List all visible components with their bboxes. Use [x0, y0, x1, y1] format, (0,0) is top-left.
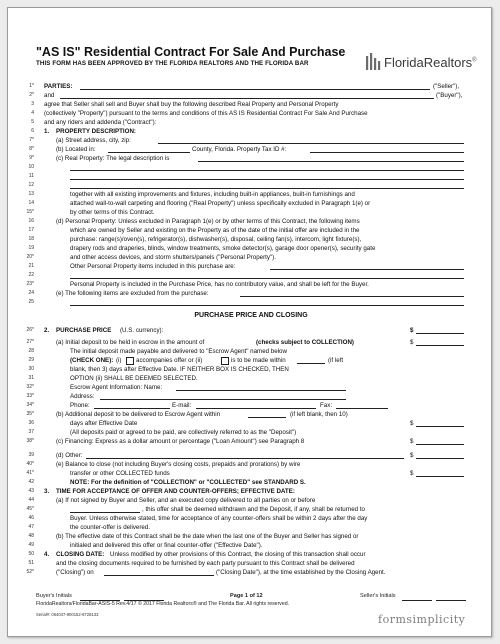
line-financing — [8, 437, 491, 446]
line-number: 13 — [28, 191, 34, 197]
contract-page — [7, 7, 492, 637]
days-within-field[interactable] — [297, 357, 325, 364]
florida-realtors-logo — [364, 51, 484, 75]
section-number: 4. — [44, 551, 50, 558]
balance-field[interactable] — [416, 470, 464, 477]
text-line: Buyer. Unless otherwise stated, time for acceptance of any counter-offers shall be within 2 days after the day — [70, 515, 368, 522]
line-49 — [8, 541, 491, 550]
county-field[interactable] — [108, 146, 190, 153]
line-number: 48 — [28, 533, 34, 539]
text-line: which are owned by Seller and existing on the Property as of the date of the initial offer are included in the — [70, 227, 360, 234]
line-number: 27* — [26, 339, 34, 345]
line-5 — [8, 118, 491, 127]
line-number: 19 — [28, 245, 34, 251]
line-26 — [8, 280, 491, 289]
fax-field[interactable] — [336, 402, 388, 409]
line-number: 40* — [26, 461, 34, 467]
purchase-price-heading: PURCHASE PRICE AND CLOSING — [194, 312, 308, 319]
dollar-sign: $ — [410, 339, 414, 346]
line-buyer — [8, 91, 491, 100]
if-left-label: (if left — [328, 357, 344, 364]
check-one-label: (CHECK ONE): — [70, 357, 114, 364]
text-line: (a) If not signed by Buyer and Seller, and an executed copy delivered to all parties on or before — [56, 497, 316, 504]
line-number: 26* — [26, 327, 34, 333]
dollar-sign: $ — [410, 438, 414, 445]
dollar-sign: $ — [410, 470, 414, 477]
line-number: 34* — [26, 402, 34, 408]
line-number: 23* — [26, 281, 34, 287]
text-line: drapery rods and draperies, blinds, window treatments, smoke detector(s), garage door opener(s), security gate — [70, 245, 376, 252]
line-number: 45* — [26, 506, 34, 512]
other-personal-property-field[interactable] — [270, 263, 464, 270]
line-number: 3 — [31, 101, 34, 107]
line-number: 50 — [28, 551, 34, 557]
text-line: by other terms of this Contract. — [70, 209, 155, 216]
line-note — [8, 478, 491, 487]
line-8 — [8, 145, 491, 154]
additional-days-field[interactable] — [248, 411, 286, 418]
formsimplicity-watermark: formsimplicity — [378, 613, 466, 626]
line-number: 28 — [28, 348, 34, 354]
text-line: and the closing documents required to be furnished by each party pursuant to this Contract shall be delivered — [56, 560, 355, 567]
line-21 — [8, 235, 491, 244]
text-line: blank, then 3) days after Effective Date. IF NEITHER BOX IS CHECKED, THEN — [70, 366, 289, 373]
house-icon — [364, 52, 382, 72]
line-22 — [8, 244, 491, 253]
line-number: 38* — [26, 438, 34, 444]
line-purchase-price — [8, 326, 491, 335]
line-number: 4 — [31, 110, 34, 116]
line-number: 8* — [29, 146, 34, 152]
buyer-initials-label: Buyer's Initials — [36, 593, 72, 599]
line-17 — [8, 199, 491, 208]
line-initial-deposit — [8, 338, 491, 347]
line-number: 1* — [29, 83, 34, 89]
form-id: FloridaRealtors/FloridaBar-ASIS-5 Rev.4/17 © 2017 Florida Realtors® and The Florida Bar. All rights reserved. — [36, 601, 290, 607]
line-7 — [8, 136, 491, 145]
if-left-blank-label: (if left blank, then 10) — [290, 411, 348, 418]
escrow-name-label: Escrow Agent Information: Name: — [70, 384, 163, 391]
other-amount-field[interactable] — [416, 452, 464, 459]
excluded-items-line[interactable] — [70, 305, 464, 306]
line-number: 20* — [26, 254, 34, 260]
collection-definition-note: NOTE: For the definition of "COLLECTION" or "COLLECTED" see STANDARD S. — [70, 479, 306, 486]
line-48 — [8, 532, 491, 541]
line-number: 44 — [28, 497, 34, 503]
acceptance-date-field[interactable] — [70, 506, 140, 513]
escrow-name-field[interactable] — [176, 384, 346, 391]
text-line: and any riders and addenda ("Contract"): — [44, 119, 157, 126]
other-description-field[interactable] — [86, 452, 404, 459]
line-number: 42 — [28, 479, 34, 485]
serial-number: Serial#: 064047-900152-8728133 — [36, 612, 99, 617]
line-number: 22 — [28, 272, 34, 278]
buyer-name-field[interactable] — [60, 92, 434, 99]
seller-label: ("Seller"), — [433, 83, 460, 90]
text-line: (collectively "Property") pursuant to the terms and conditions of this AS IS Residential Contract For Sale And Purchase — [44, 110, 368, 117]
line-number: 14 — [28, 200, 34, 206]
line-19 — [8, 217, 491, 226]
legal-description-line[interactable] — [70, 170, 464, 171]
line-16 — [8, 190, 491, 199]
section-number: 2. — [44, 327, 50, 334]
line-24 — [8, 262, 491, 271]
legal-description-line[interactable] — [70, 188, 464, 189]
line-number: 12 — [28, 182, 34, 188]
fax-label: Fax: — [320, 402, 333, 409]
line-number: 6 — [31, 128, 34, 134]
line-6 — [8, 127, 491, 136]
text-line: initialed and delivered this offer or final counter-offer ("Effective Date"). — [70, 542, 263, 549]
line-escrow-address — [8, 392, 491, 401]
county-label: County, Florida. Property Tax ID #: — [192, 146, 287, 153]
line-number: 33* — [26, 393, 34, 399]
line-number: 36 — [28, 420, 34, 426]
line-number: 9* — [29, 155, 34, 161]
transfer-label: transfer or other COLLECTED funds — [70, 470, 170, 477]
financing-field[interactable] — [416, 438, 464, 445]
street-address-field[interactable] — [158, 137, 464, 144]
email-field[interactable] — [196, 402, 316, 409]
additional-deposit-field[interactable] — [416, 420, 464, 427]
text-line: (All deposits paid or agreed to be paid, are collectively referred to as the "Deposit") — [70, 429, 297, 436]
page-number: Page 1 of 12 — [230, 593, 263, 599]
option-i-checkbox[interactable] — [126, 357, 134, 365]
option-i-label: (i) — [116, 357, 122, 364]
closing-date-field[interactable] — [104, 569, 214, 576]
line-37 — [8, 428, 491, 437]
option-ii-checkbox[interactable] — [221, 357, 229, 365]
section-title: CLOSING DATE: — [56, 551, 105, 558]
address-label: Address: — [70, 393, 95, 400]
section-title: PURCHASE PRICE — [56, 327, 112, 334]
line-number: 43 — [28, 488, 34, 494]
currency-label: (U.S. currency): — [120, 327, 164, 334]
and-label: and — [44, 92, 55, 99]
initial-deposit-field[interactable] — [416, 339, 464, 346]
line-27 — [8, 289, 491, 298]
line-28 — [8, 347, 491, 356]
line-30 — [8, 365, 491, 374]
line-other — [8, 451, 491, 460]
section-number: 1. — [44, 128, 50, 135]
logo-wordmark: FloridaRealtors® — [384, 55, 477, 70]
seller-initials-field[interactable] — [402, 600, 432, 601]
option-ii-label: accompanies offer or (ii) — [136, 357, 203, 364]
text-line: (b) The effective date of this Contract shall be the date when the last one of the Buyer and Seller has signed or — [56, 533, 359, 540]
line-number: 29 — [28, 357, 34, 363]
line-check-one — [8, 356, 491, 365]
line-4 — [8, 109, 491, 118]
text-line: Unless modified by other provisions of this Contract, the closing of this transaction shall occur — [110, 551, 366, 558]
line-number: 47 — [28, 524, 34, 530]
legal-description-label: (c) Real Property: The legal description is — [56, 155, 170, 162]
line-escrow-name — [8, 383, 491, 392]
line-number: 24 — [28, 290, 34, 296]
line-number: 51 — [28, 560, 34, 566]
line-45 — [8, 505, 491, 514]
line-parties — [8, 82, 491, 91]
section-title: TIME FOR ACCEPTANCE OF OFFER AND COUNTER-OFFERS; EFFECTIVE DATE: — [56, 488, 295, 495]
line-section-4 — [8, 550, 491, 559]
legal-description-field[interactable] — [198, 155, 464, 162]
line-number: 25 — [28, 299, 34, 305]
made-within-label: is to be made within — [231, 357, 286, 364]
line-number: 32* — [26, 384, 34, 390]
line-additional-deposit — [8, 410, 491, 419]
additional-deposit-label: (b) Additional deposit to be delivered to Escrow Agent within — [56, 411, 221, 418]
form-title: "AS IS" Residential Contract For Sale And Purchase — [36, 45, 346, 59]
line-balance — [8, 460, 491, 469]
email-label: E-mail: — [172, 402, 192, 409]
section-title: PROPERTY DESCRIPTION: — [56, 128, 136, 135]
initial-deposit-label: (a) Initial deposit to be held in escrow in the amount of — [56, 339, 205, 346]
text-line: The initial deposit made payable and delivered to "Escrow Agent" named below — [70, 348, 287, 355]
text-line: Personal Property is included in the Purchase Price, has no contributory value, and shall be left for the Buyer. — [70, 281, 369, 288]
excluded-label: (e) The following items are excluded from the purchase: — [56, 290, 209, 297]
line-number: 46 — [28, 515, 34, 521]
line-3 — [8, 100, 491, 109]
text-line: , this offer shall be deemed withdrawn and the Deposit, if any, shall be returned to — [142, 506, 365, 513]
section-number: 3. — [44, 488, 50, 495]
line-section-3 — [8, 487, 491, 496]
line-51 — [8, 559, 491, 568]
text-line: attached wall-to-wall carpeting and flooring ("Real Property") unless specifically excluded in Paragraph 1(e) or — [70, 200, 371, 207]
collection-note: (checks subject to COLLECTION) — [256, 339, 354, 346]
escrow-address-field[interactable] — [100, 393, 346, 400]
line-44 — [8, 496, 491, 505]
text-line: together with all existing improvements and fixtures, including built-in appliances, built-in furnishings and — [70, 191, 355, 198]
text-line: purchase: range(s)/oven(s), refrigerator(s), dishwasher(s), disposal, ceiling fan(s), intercom, light fixture(s), — [70, 236, 362, 243]
line-number: 35* — [26, 411, 34, 417]
seller-name-field[interactable] — [80, 83, 430, 90]
buyer-label: ("Buyer"), — [436, 92, 463, 99]
purchase-price-field[interactable] — [416, 327, 464, 334]
text-line: and other access devices, and storm shutters/panels ("Personal Property"). — [70, 254, 276, 261]
balance-label: (e) Balance to close (not including Buyer's closing costs, prepaids and prorations) by wire — [56, 461, 301, 468]
line-number: 18 — [28, 236, 34, 242]
days-after-label: days after Effective Date — [70, 420, 138, 427]
line-number: 15* — [26, 209, 34, 215]
text-line: agree that Seller shall sell and Buyer shall buy the following described Real Property and Personal Property — [44, 101, 339, 108]
seller-initials-label: Seller's Initials — [360, 593, 396, 599]
street-address-label: (a) Street address, city, zip: — [56, 137, 131, 144]
line-23 — [8, 253, 491, 262]
text-line: ("Closing Date"), at the time established by the Closing Agent. — [216, 569, 386, 576]
located-label: (b) Located in: — [56, 146, 96, 153]
line-number: 21 — [28, 263, 34, 269]
line-52 — [8, 568, 491, 577]
other-label: (d) Other: — [56, 452, 83, 459]
line-20 — [8, 226, 491, 235]
line-number: 10 — [28, 164, 34, 170]
line-number: 17 — [28, 227, 34, 233]
line-number: 16 — [28, 218, 34, 224]
legal-description-line[interactable] — [70, 179, 464, 180]
line-number: 7* — [29, 137, 34, 143]
phone-label: Phone: — [70, 402, 90, 409]
phone-field[interactable] — [94, 402, 170, 409]
parties-label: PARTIES: — [44, 83, 73, 90]
line-additional-deposit-2 — [8, 419, 491, 428]
closing-on-label: ("Closing") on — [56, 569, 94, 576]
line-number: 39 — [28, 452, 34, 458]
line-46 — [8, 514, 491, 523]
seller-initials-field[interactable] — [436, 600, 466, 601]
line-number: 52* — [26, 569, 34, 575]
line-number: 31 — [28, 375, 34, 381]
financing-label: (c) Financing: Express as a dollar amount or percentage ("Loan Amount") see Paragraph 8 — [56, 438, 305, 445]
text-line: the counter-offer is delivered. — [70, 524, 151, 531]
text-line: (d) Personal Property: Unless excluded in Paragraph 1(e) or by other terms of this Contract, the following items — [56, 218, 360, 225]
other-items-label: Other Personal Property items included in this purchase are: — [70, 263, 236, 270]
line-number: 2* — [29, 92, 34, 98]
line-47 — [8, 523, 491, 532]
form-subtitle: THIS FORM HAS BEEN APPROVED BY THE FLORIDA REALTORS AND THE FLORIDA BAR — [36, 60, 309, 67]
dollar-sign: $ — [410, 452, 414, 459]
line-9 — [8, 154, 491, 163]
line-number: 49 — [28, 542, 34, 548]
text-line: OPTION (ii) SHALL BE DEEMED SELECTED. — [70, 375, 198, 382]
line-number: 30 — [28, 366, 34, 372]
line-31 — [8, 374, 491, 383]
dollar-sign: $ — [410, 327, 414, 334]
tax-id-field[interactable] — [310, 146, 464, 153]
line-number: 11 — [28, 173, 34, 179]
line-escrow-contact — [8, 401, 491, 410]
line-number: 41* — [26, 470, 34, 476]
line-18 — [8, 208, 491, 217]
line-number: 5 — [31, 119, 34, 125]
line-balance-2 — [8, 469, 491, 478]
excluded-items-field[interactable] — [240, 290, 464, 297]
line-number: 37 — [28, 429, 34, 435]
other-personal-property-line[interactable] — [70, 278, 464, 279]
dollar-sign: $ — [410, 420, 414, 427]
